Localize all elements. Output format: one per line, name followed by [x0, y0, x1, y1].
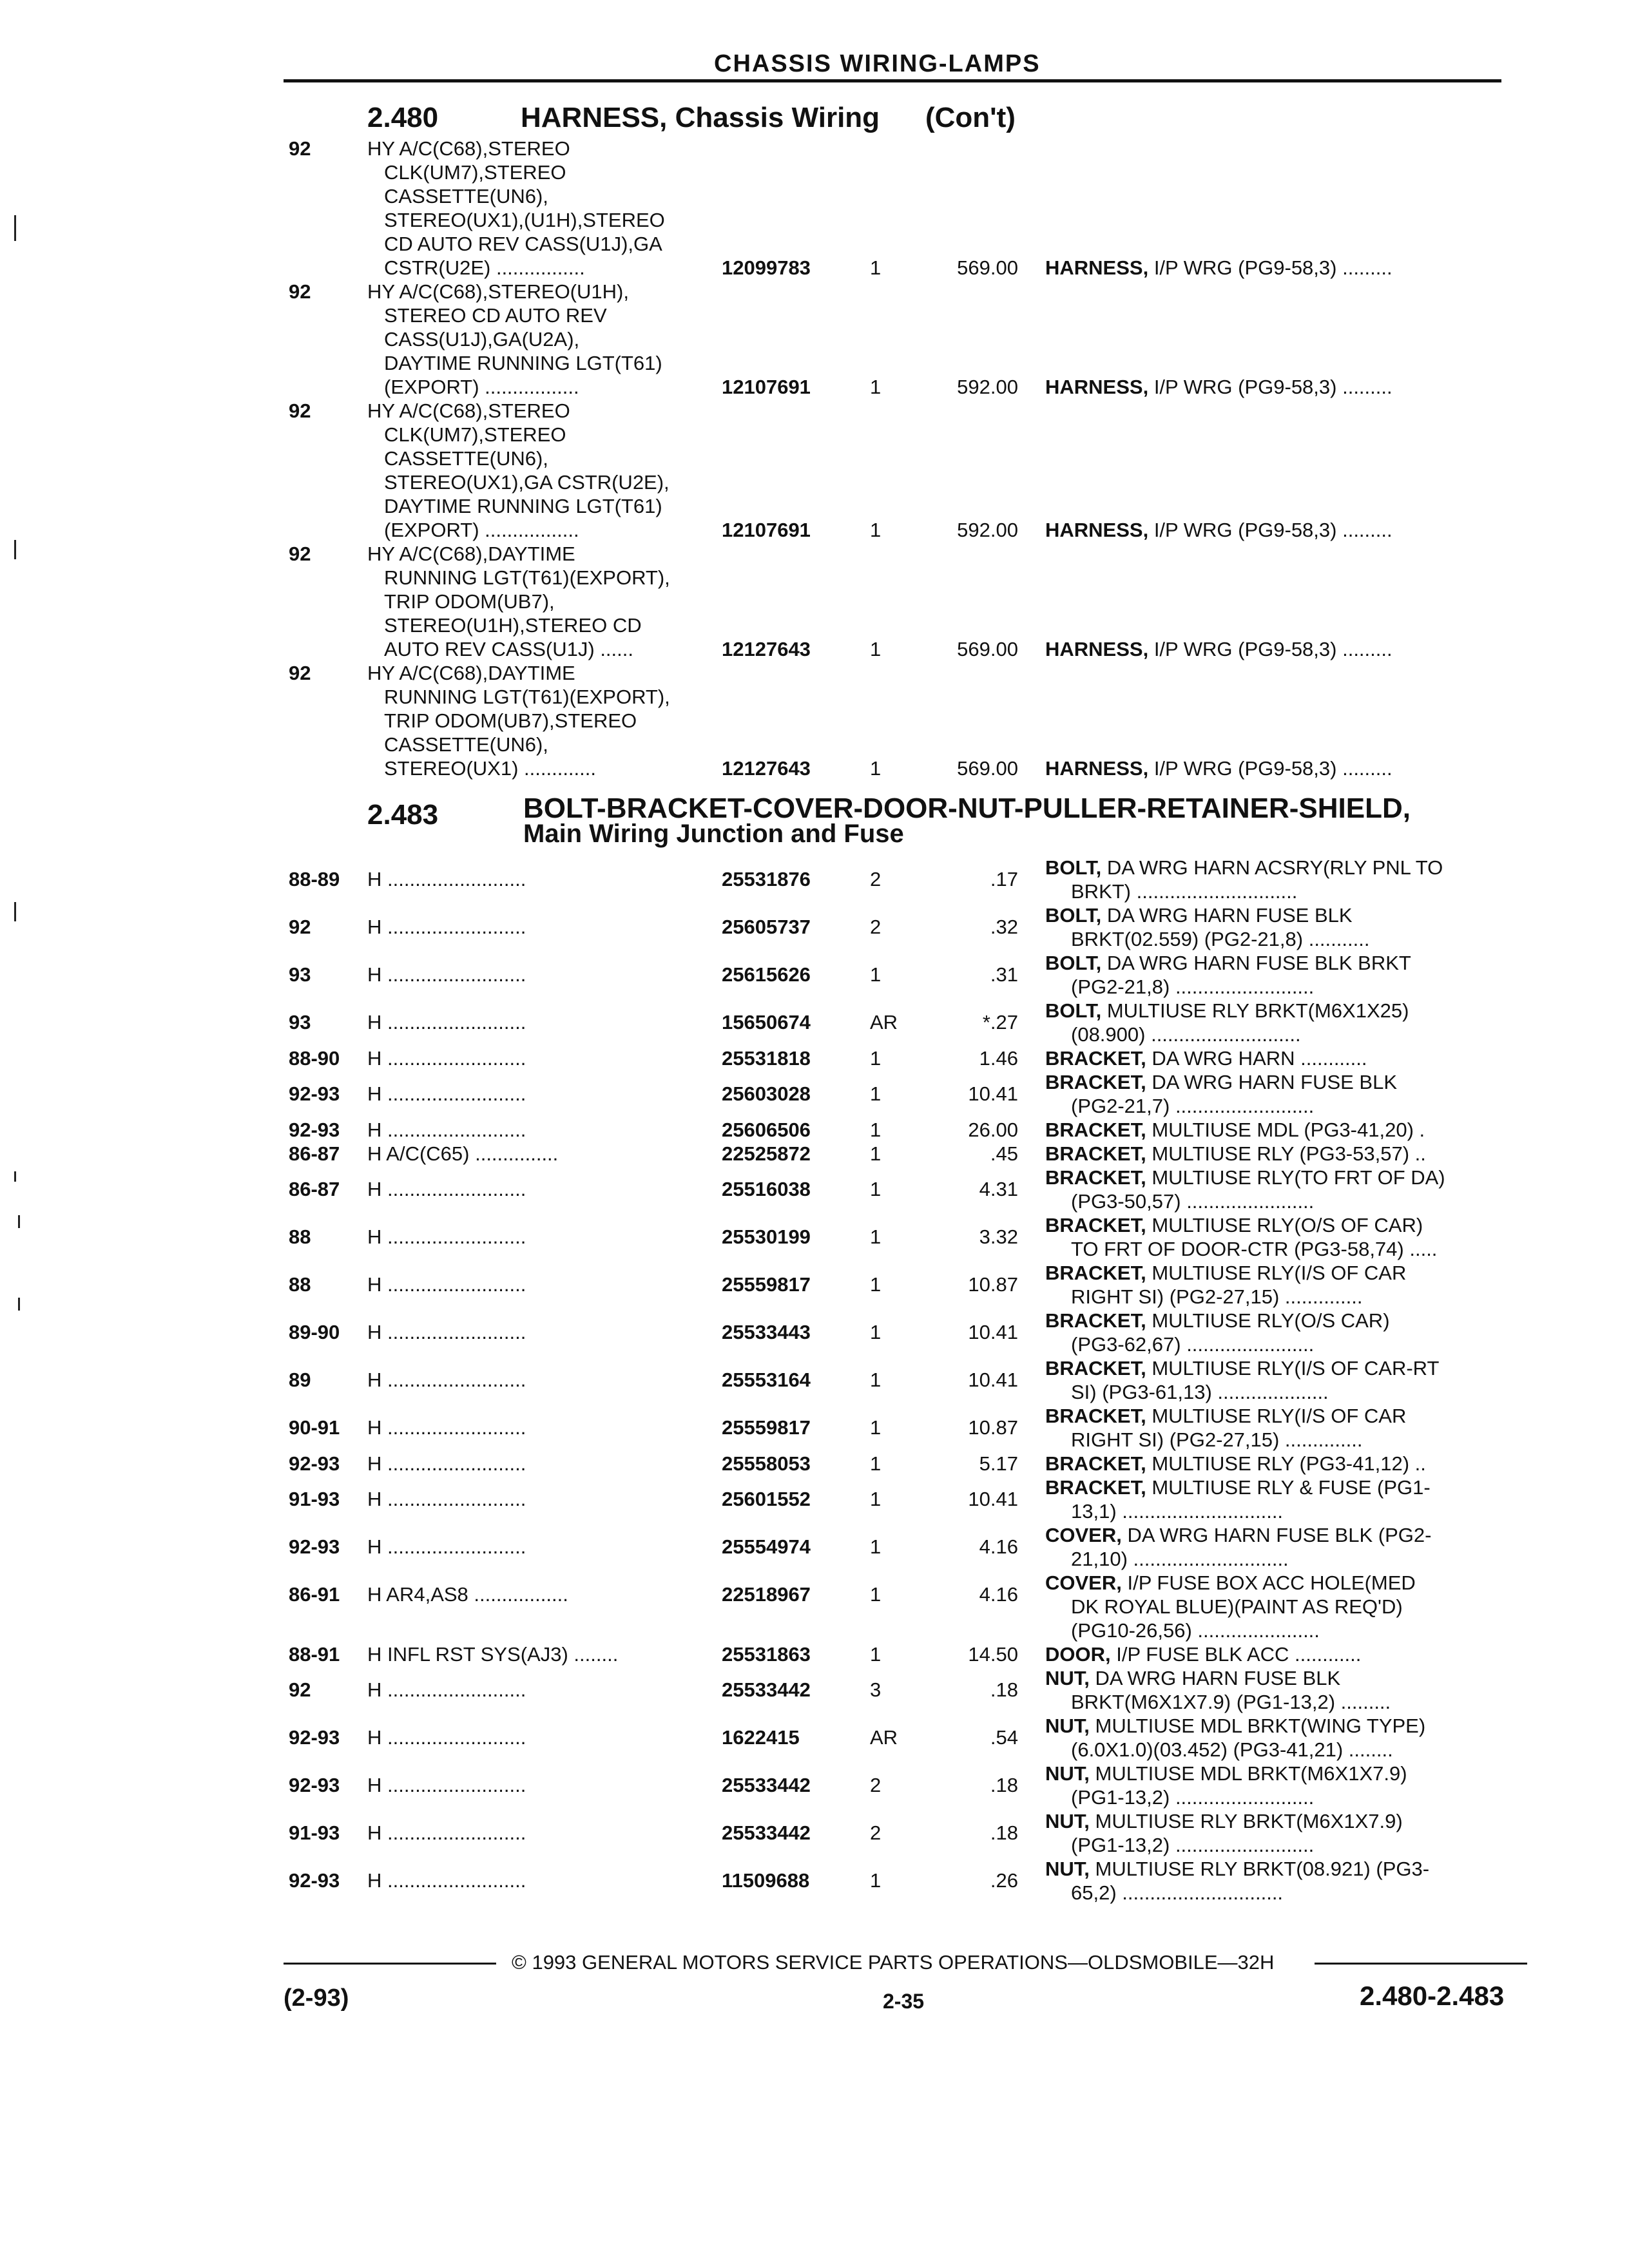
entry-part-number: 25559817 — [722, 1273, 811, 1296]
entry-description: CASSETTE(UN6), — [384, 447, 548, 470]
parts-entry — [0, 1261, 1629, 1309]
entry-quantity: 2 — [870, 1821, 882, 1844]
entry-part-name: NUT, MULTIUSE MDL BRKT(WING TYPE) — [1045, 1715, 1426, 1737]
entry-description: H ......................... — [367, 1678, 526, 1701]
entry-part-number: 25530199 — [722, 1225, 811, 1248]
entry-part-name-bold: HARNESS, — [1045, 757, 1149, 780]
section-title: BOLT-BRACKET-COVER-DOOR-NUT-PULLER-RETAINER-SHIELD, — [523, 793, 1411, 824]
parts-entry — [0, 1809, 1629, 1857]
entry-part-name: BOLT, MULTIUSE RLY BRKT(M6X1X25) — [1045, 999, 1409, 1022]
entry-description: (EXPORT) ................. — [384, 519, 579, 541]
entry-year: 92-93 — [289, 1535, 340, 1558]
entry-part-number: 15650674 — [722, 1011, 811, 1033]
entry-description: STEREO(U1H),STEREO CD — [384, 614, 642, 637]
entry-quantity: 1 — [870, 1273, 882, 1296]
entry-part-number: 25615626 — [722, 963, 811, 986]
entry-quantity: 1 — [870, 1488, 882, 1510]
entry-description: HY A/C(C68),STEREO — [367, 137, 570, 160]
entry-quantity: 1 — [870, 963, 882, 986]
entry-part-name-bold: BOLT, — [1045, 904, 1102, 927]
entry-part-name: NUT, DA WRG HARN FUSE BLK — [1045, 1667, 1341, 1689]
footer-page-number: 2-35 — [883, 1990, 925, 2013]
entry-description: CASSETTE(UN6), — [384, 733, 548, 756]
entry-part-name-bold: BRACKET, — [1045, 1452, 1146, 1475]
entry-part-name-bold: BRACKET, — [1045, 1142, 1146, 1165]
entry-part-name-bold: HARNESS, — [1045, 519, 1149, 541]
parts-entry — [0, 1404, 1629, 1452]
entry-quantity: 1 — [870, 638, 882, 660]
footer-rule-left — [284, 1963, 496, 1965]
entry-description: H ......................... — [367, 1321, 526, 1343]
entry-description: H ......................... — [367, 1369, 526, 1391]
entry-price: .26 — [990, 1869, 1018, 1892]
entry-quantity: 1 — [870, 519, 882, 541]
parts-entry — [0, 999, 1629, 1046]
entry-part-name: (PG1-13,2) ......................... — [1071, 1786, 1315, 1809]
entry-price: .17 — [990, 868, 1018, 890]
entry-part-name-bold: NUT, — [1045, 1762, 1090, 1785]
entry-year: 86-91 — [289, 1583, 340, 1606]
entry-part-name: (PG10-26,56) ...................... — [1071, 1619, 1320, 1642]
entry-part-name-bold: NUT, — [1045, 1858, 1090, 1880]
entry-part-number: 12127643 — [722, 638, 811, 660]
entry-price: .31 — [990, 963, 1018, 986]
entry-part-name-bold: BRACKET, — [1045, 1405, 1146, 1427]
entry-quantity: 1 — [870, 757, 882, 780]
entry-part-name: BRACKET, MULTIUSE RLY(O/S OF CAR) — [1045, 1214, 1423, 1236]
entry-description: H ......................... — [367, 1011, 526, 1033]
section-title: HARNESS, Chassis Wiring — [521, 102, 880, 133]
entry-year: 92-93 — [289, 1726, 340, 1749]
entry-price: *.27 — [982, 1011, 1018, 1033]
entry-description: H ......................... — [367, 868, 526, 890]
entry-part-number: 25603028 — [722, 1082, 811, 1105]
entry-year: 86-87 — [289, 1178, 340, 1200]
entry-quantity: 1 — [870, 1583, 882, 1606]
entry-description: H A/C(C65) ............... — [367, 1142, 559, 1165]
entry-year: 91-93 — [289, 1488, 340, 1510]
entry-description: H ......................... — [367, 963, 526, 986]
entry-description: H ......................... — [367, 1869, 526, 1892]
entry-description: STEREO(UX1),(U1H),STEREO — [384, 209, 665, 231]
entry-description: RUNNING LGT(T61)(EXPORT), — [384, 566, 670, 589]
entry-part-number: 22518967 — [722, 1583, 811, 1606]
parts-entry — [0, 1666, 1629, 1714]
entry-year: 86-87 — [289, 1142, 340, 1165]
entry-year: 92 — [289, 280, 311, 303]
entry-part-name: BRACKET, MULTIUSE RLY(O/S CAR) — [1045, 1309, 1390, 1332]
entry-price: 592.00 — [957, 519, 1018, 541]
entry-part-name-bold: BOLT, — [1045, 952, 1102, 974]
entry-part-number: 25533442 — [722, 1678, 811, 1701]
section-cont: (Con't) — [925, 102, 1016, 133]
entry-description: H ......................... — [367, 1082, 526, 1105]
entry-part-name: (PG2-21,8) ......................... — [1071, 975, 1315, 998]
entry-year: 88-90 — [289, 1047, 340, 1070]
entry-description: CASSETTE(UN6), — [384, 185, 548, 207]
entry-part-name: (PG2-21,7) ......................... — [1071, 1095, 1315, 1117]
entry-part-name: NUT, MULTIUSE RLY BRKT(08.921) (PG3- — [1045, 1858, 1430, 1880]
entry-description: H ......................... — [367, 1726, 526, 1749]
entry-part-number: 25516038 — [722, 1178, 811, 1200]
entry-price: 569.00 — [957, 256, 1018, 279]
entry-price: .54 — [990, 1726, 1018, 1749]
parts-entry — [0, 1309, 1629, 1356]
entry-description: STEREO(UX1),GA CSTR(U2E), — [384, 471, 670, 494]
entry-quantity: 1 — [870, 256, 882, 279]
entry-part-number: 25531876 — [722, 868, 811, 890]
entry-description: TRIP ODOM(UB7),STEREO — [384, 709, 637, 732]
entry-price: .18 — [990, 1774, 1018, 1796]
entry-year: 92-93 — [289, 1119, 340, 1141]
entry-year: 92 — [289, 543, 311, 565]
entry-description: H ......................... — [367, 1821, 526, 1844]
entry-part-name-bold: BRACKET, — [1045, 1119, 1146, 1141]
entry-description: DAYTIME RUNNING LGT(T61) — [384, 495, 662, 517]
parts-entry — [0, 856, 1629, 903]
entry-description: H AR4,AS8 ................. — [367, 1583, 568, 1606]
entry-quantity: 1 — [870, 1369, 882, 1391]
entry-part-number: 11509688 — [722, 1869, 810, 1892]
entry-description: CASS(U1J),GA(U2A), — [384, 328, 580, 351]
entry-part-number: 25531863 — [722, 1643, 811, 1666]
entry-price: 5.17 — [979, 1452, 1018, 1475]
entry-year: 89-90 — [289, 1321, 340, 1343]
entry-part-name: BRACKET, MULTIUSE RLY(I/S OF CAR-RT — [1045, 1357, 1440, 1379]
entry-description: HY A/C(C68),STEREO(U1H), — [367, 280, 629, 303]
entry-part-name-bold: BRACKET, — [1045, 1071, 1146, 1093]
section-subtitle: Main Wiring Junction and Fuse — [523, 820, 904, 848]
entry-part-name: RIGHT SI) (PG2-27,15) .............. — [1071, 1285, 1363, 1308]
entry-price: 592.00 — [957, 376, 1018, 398]
parts-entry — [0, 1118, 1629, 1142]
entry-description: HY A/C(C68),DAYTIME — [367, 662, 575, 684]
entry-part-number: 25558053 — [722, 1452, 811, 1475]
entry-part-number: 1622415 — [722, 1726, 800, 1749]
entry-part-name-bold: BRACKET, — [1045, 1476, 1146, 1499]
parts-entry — [0, 1046, 1629, 1070]
section-number: 2.483 — [367, 799, 439, 831]
entry-quantity: 2 — [870, 916, 882, 938]
entry-part-name: (PG3-50,57) ....................... — [1071, 1190, 1315, 1213]
parts-entry — [0, 951, 1629, 999]
entry-description: (EXPORT) ................. — [384, 376, 579, 398]
entry-description: HY A/C(C68),DAYTIME — [367, 543, 575, 565]
entry-year: 90-91 — [289, 1416, 340, 1439]
entry-part-name: BRKT(M6X1X7.9) (PG1-13,2) ......... — [1071, 1691, 1391, 1713]
parts-entry — [0, 1523, 1629, 1571]
page-title: CHASSIS WIRING-LAMPS — [714, 50, 1041, 77]
entry-quantity: 3 — [870, 1678, 882, 1701]
entry-part-name: COVER, DA WRG HARN FUSE BLK (PG2- — [1045, 1524, 1432, 1546]
entry-part-name-bold: BRACKET, — [1045, 1166, 1146, 1189]
entry-part-name: BRACKET, MULTIUSE RLY(I/S OF CAR — [1045, 1405, 1407, 1427]
entry-part-name-bold: BRACKET, — [1045, 1262, 1146, 1284]
entry-price: 569.00 — [957, 757, 1018, 780]
entry-part-number: 12099783 — [722, 256, 811, 279]
entry-year: 92-93 — [289, 1082, 340, 1105]
entry-part-name: BRKT(02.559) (PG2-21,8) ........... — [1071, 928, 1370, 950]
entry-part-number: 22525872 — [722, 1142, 811, 1165]
entry-part-number: 25531818 — [722, 1047, 811, 1070]
entry-part-number: 25554974 — [722, 1535, 811, 1558]
entry-part-name: BRACKET, MULTIUSE RLY(I/S OF CAR — [1045, 1262, 1407, 1284]
entry-price: 10.87 — [968, 1273, 1018, 1296]
entry-description: H ......................... — [367, 1047, 526, 1070]
parts-entry — [0, 1213, 1629, 1261]
entry-year: 92-93 — [289, 1869, 340, 1892]
entry-description: CSTR(U2E) ................ — [384, 256, 585, 279]
entry-quantity: 2 — [870, 1774, 882, 1796]
entry-year: 88 — [289, 1273, 311, 1296]
entry-description: H ......................... — [367, 1178, 526, 1200]
entry-part-name: HARNESS, I/P WRG (PG9-58,3) ......... — [1045, 638, 1393, 660]
parts-entry — [0, 1166, 1629, 1213]
entry-part-name: BRKT) ............................. — [1071, 880, 1298, 903]
entry-part-name: BRACKET, MULTIUSE RLY (PG3-53,57) .. — [1045, 1142, 1426, 1165]
entry-quantity: AR — [870, 1011, 898, 1033]
entry-part-name-bold: BOLT, — [1045, 856, 1102, 879]
entry-part-name: HARNESS, I/P WRG (PG9-58,3) ......... — [1045, 757, 1393, 780]
entry-description: HY A/C(C68),STEREO — [367, 399, 570, 422]
entry-price: 1.46 — [979, 1047, 1018, 1070]
entry-description: AUTO REV CASS(U1J) ...... — [384, 638, 634, 660]
header-rule — [284, 79, 1501, 82]
entry-price: .32 — [990, 916, 1018, 938]
entry-part-name-bold: NUT, — [1045, 1810, 1090, 1832]
parts-entry — [0, 1714, 1629, 1762]
entry-part-name-bold: BRACKET, — [1045, 1309, 1146, 1332]
entry-description: H ......................... — [367, 1119, 526, 1141]
entry-part-number: 25533442 — [722, 1821, 811, 1844]
entry-part-name: (08.900) ........................... — [1071, 1023, 1301, 1046]
entry-part-number: 25533443 — [722, 1321, 811, 1343]
entry-description: H ......................... — [367, 1488, 526, 1510]
entry-quantity: 2 — [870, 868, 882, 890]
entry-description: RUNNING LGT(T61)(EXPORT), — [384, 686, 670, 708]
entry-price: 10.41 — [968, 1321, 1018, 1343]
entry-year: 89 — [289, 1369, 311, 1391]
parts-entry — [0, 1475, 1629, 1523]
entry-part-name-bold: BOLT, — [1045, 999, 1102, 1022]
entry-description: H ......................... — [367, 1225, 526, 1248]
entry-description: H INFL RST SYS(AJ3) ........ — [367, 1643, 619, 1666]
entry-price: 10.41 — [968, 1082, 1018, 1105]
footer-rule-right — [1315, 1963, 1527, 1965]
parts-entry — [0, 1452, 1629, 1475]
entry-part-name: (PG1-13,2) ......................... — [1071, 1834, 1315, 1856]
entry-year: 92 — [289, 399, 311, 422]
entry-quantity: 1 — [870, 1416, 882, 1439]
entry-part-name: BRACKET, MULTIUSE MDL (PG3-41,20) . — [1045, 1119, 1425, 1141]
entry-price: 4.31 — [979, 1178, 1018, 1200]
entry-part-name: NUT, MULTIUSE MDL BRKT(M6X1X7.9) — [1045, 1762, 1407, 1785]
entry-part-name-bold: HARNESS, — [1045, 256, 1149, 279]
entry-part-name-bold: HARNESS, — [1045, 376, 1149, 398]
entry-price: .45 — [990, 1142, 1018, 1165]
entry-year: 92 — [289, 662, 311, 684]
entry-description: CD AUTO REV CASS(U1J),GA — [384, 233, 662, 255]
entry-year: 88-89 — [289, 868, 340, 890]
entry-description: H ......................... — [367, 1273, 526, 1296]
entry-year: 93 — [289, 1011, 311, 1033]
entry-quantity: 1 — [870, 376, 882, 398]
entry-price: 569.00 — [957, 638, 1018, 660]
entry-part-name: HARNESS, I/P WRG (PG9-58,3) ......... — [1045, 376, 1393, 398]
entry-quantity: 1 — [870, 1535, 882, 1558]
entry-price: 3.32 — [979, 1225, 1018, 1248]
entry-description: DAYTIME RUNNING LGT(T61) — [384, 352, 662, 374]
entry-quantity: 1 — [870, 1321, 882, 1343]
entry-part-name: DK ROYAL BLUE)(PAINT AS REQ'D) — [1071, 1595, 1403, 1618]
parts-entry — [0, 661, 1629, 780]
entry-part-name: RIGHT SI) (PG2-27,15) .............. — [1071, 1428, 1363, 1451]
section-number: 2.480 — [367, 102, 439, 133]
entry-description: H ......................... — [367, 1416, 526, 1439]
entry-part-name: HARNESS, I/P WRG (PG9-58,3) ......... — [1045, 256, 1393, 279]
entry-description: CLK(UM7),STEREO — [384, 423, 566, 446]
entry-year: 88-91 — [289, 1643, 340, 1666]
entry-part-name-bold: DOOR, — [1045, 1643, 1111, 1666]
parts-entry — [0, 1642, 1629, 1666]
parts-entry — [0, 280, 1629, 399]
footer-section-range: 2.480-2.483 — [1360, 1981, 1505, 2011]
entry-part-name: BOLT, DA WRG HARN ACSRY(RLY PNL TO — [1045, 856, 1443, 879]
entry-quantity: 1 — [870, 1643, 882, 1666]
entry-part-name-bold: BRACKET, — [1045, 1047, 1146, 1070]
footer-date: (2-93) — [284, 1984, 349, 2012]
parts-entry — [0, 542, 1629, 661]
entry-part-name: DOOR, I/P FUSE BLK ACC ............ — [1045, 1643, 1362, 1666]
entry-year: 88 — [289, 1225, 311, 1248]
entry-price: .18 — [990, 1678, 1018, 1701]
entry-part-number: 25533442 — [722, 1774, 811, 1796]
entry-part-name: (PG3-62,67) ....................... — [1071, 1333, 1315, 1356]
entry-quantity: 1 — [870, 1142, 882, 1165]
entry-description: CLK(UM7),STEREO — [384, 161, 566, 184]
entry-part-name: COVER, I/P FUSE BOX ACC HOLE(MED — [1045, 1571, 1416, 1594]
parts-entry — [0, 1142, 1629, 1166]
entry-part-name-bold: BRACKET, — [1045, 1357, 1146, 1379]
entry-year: 92-93 — [289, 1452, 340, 1475]
entry-description: H ......................... — [367, 916, 526, 938]
entry-quantity: 1 — [870, 1869, 882, 1892]
entry-part-name: BOLT, DA WRG HARN FUSE BLK — [1045, 904, 1353, 927]
entry-description: TRIP ODOM(UB7), — [384, 590, 555, 613]
entry-price: 26.00 — [968, 1119, 1018, 1141]
entry-price: 10.41 — [968, 1369, 1018, 1391]
entry-part-name: 13,1) ............................. — [1071, 1500, 1284, 1523]
entry-part-name-bold: COVER, — [1045, 1524, 1122, 1546]
entry-part-name-bold: HARNESS, — [1045, 638, 1149, 660]
entry-quantity: 1 — [870, 1225, 882, 1248]
entry-part-name: TO FRT OF DOOR-CTR (PG3-58,74) ..... — [1071, 1238, 1438, 1260]
entry-description: H ......................... — [367, 1452, 526, 1475]
entry-part-name: HARNESS, I/P WRG (PG9-58,3) ......... — [1045, 519, 1393, 541]
entry-part-name: BRACKET, DA WRG HARN FUSE BLK — [1045, 1071, 1398, 1093]
entry-price: .18 — [990, 1821, 1018, 1844]
entry-part-name: SI) (PG3-61,13) .................... — [1071, 1381, 1329, 1403]
entry-part-name-bold: BRACKET, — [1045, 1214, 1146, 1236]
entry-part-name-bold: NUT, — [1045, 1715, 1090, 1737]
entry-description: STEREO(UX1) ............. — [384, 757, 596, 780]
parts-entry — [0, 1762, 1629, 1809]
entry-part-name-bold: COVER, — [1045, 1571, 1122, 1594]
parts-entry — [0, 399, 1629, 542]
parts-entry — [0, 903, 1629, 951]
entry-part-name: 65,2) ............................. — [1071, 1881, 1284, 1904]
parts-entry — [0, 137, 1629, 280]
entry-part-number: 25553164 — [722, 1369, 811, 1391]
footer-copyright: © 1993 GENERAL MOTORS SERVICE PARTS OPERATIONS—OLDSMOBILE—32H — [512, 1951, 1275, 1974]
entry-quantity: AR — [870, 1726, 898, 1749]
entry-quantity: 1 — [870, 1178, 882, 1200]
entry-part-name: BOLT, DA WRG HARN FUSE BLK BRKT — [1045, 952, 1411, 974]
entry-price: 10.41 — [968, 1488, 1018, 1510]
entry-part-number: 25601552 — [722, 1488, 811, 1510]
entry-part-number: 12107691 — [722, 519, 811, 541]
entry-quantity: 1 — [870, 1119, 882, 1141]
parts-entry — [0, 1356, 1629, 1404]
entry-description: STEREO CD AUTO REV — [384, 304, 607, 327]
entry-year: 93 — [289, 963, 311, 986]
entry-quantity: 1 — [870, 1082, 882, 1105]
entry-year: 92-93 — [289, 1774, 340, 1796]
parts-entry — [0, 1571, 1629, 1642]
entry-part-name: BRACKET, MULTIUSE RLY(TO FRT OF DA) — [1045, 1166, 1445, 1189]
entry-part-name: BRACKET, DA WRG HARN ............ — [1045, 1047, 1367, 1070]
entry-part-number: 12127643 — [722, 757, 811, 780]
entry-quantity: 1 — [870, 1047, 882, 1070]
entry-description: H ......................... — [367, 1774, 526, 1796]
entry-part-name: 21,10) ............................ — [1071, 1548, 1289, 1570]
entry-price: 10.87 — [968, 1416, 1018, 1439]
entry-description: H ......................... — [367, 1535, 526, 1558]
entry-part-name: (6.0X1.0)(03.452) (PG3-41,21) ........ — [1071, 1738, 1393, 1761]
entry-year: 92 — [289, 1678, 311, 1701]
entry-part-name-bold: NUT, — [1045, 1667, 1090, 1689]
entry-part-number: 25605737 — [722, 916, 811, 938]
parts-entry — [0, 1070, 1629, 1118]
parts-entry — [0, 1857, 1629, 1905]
entry-part-name: BRACKET, MULTIUSE RLY & FUSE (PG1- — [1045, 1476, 1431, 1499]
entry-part-number: 25559817 — [722, 1416, 811, 1439]
entry-quantity: 1 — [870, 1452, 882, 1475]
entry-price: 14.50 — [968, 1643, 1018, 1666]
entry-part-name: BRACKET, MULTIUSE RLY (PG3-41,12) .. — [1045, 1452, 1426, 1475]
entry-price: 4.16 — [979, 1535, 1018, 1558]
entry-year: 91-93 — [289, 1821, 340, 1844]
entry-year: 92 — [289, 916, 311, 938]
entry-price: 4.16 — [979, 1583, 1018, 1606]
entry-year: 92 — [289, 137, 311, 160]
entry-part-number: 25606506 — [722, 1119, 811, 1141]
entry-part-name: NUT, MULTIUSE RLY BRKT(M6X1X7.9) — [1045, 1810, 1403, 1832]
entry-part-number: 12107691 — [722, 376, 811, 398]
